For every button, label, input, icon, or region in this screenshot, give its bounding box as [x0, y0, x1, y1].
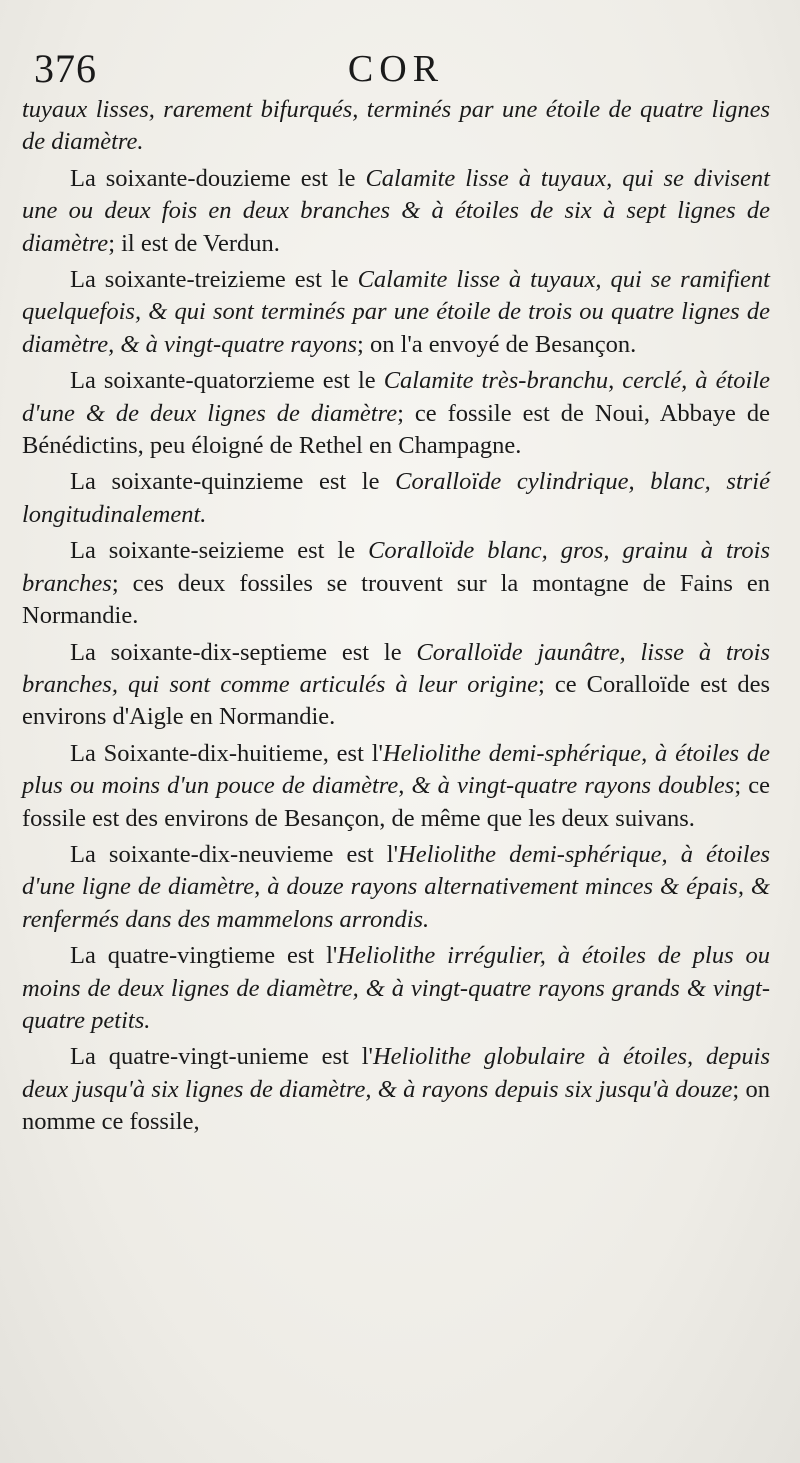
- paragraph: [22, 1041, 770, 1138]
- text-segment: ; on l'a envoyé de Besançon.: [357, 330, 637, 358]
- paragraph: [22, 264, 770, 361]
- text-segment: ; ce fossile est de Noui, Abbaye de Bénédictins, peu éloigné de Rethel en Champagne.: [22, 399, 771, 460]
- text-segment: ; ces deux fossiles se trouvent sur la montagne de Fains en Normandie.: [22, 569, 770, 630]
- text-segment: La soixante-quinzieme est le: [70, 468, 396, 496]
- text-segment: La soixante-dix-neuvieme est l': [70, 840, 399, 868]
- paragraph: [22, 940, 770, 1037]
- paragraph: [22, 839, 770, 936]
- italic-text-segment: Heliolithe irrégulier, à étoiles de plus ou moins de deux lignes de diamètre, & à vingt-quatre rayons grands & vingt-quatre petits.: [22, 942, 770, 1034]
- text-segment: La quatre-vingt-unieme est l': [70, 1043, 373, 1071]
- paragraph: [22, 163, 770, 260]
- italic-text-segment: Coralloïde jaunâtre, lisse à trois branches, qui sont comme articulés à leur origine: [22, 638, 770, 698]
- paragraph: [22, 738, 770, 835]
- italic-text-segment: Heliolithe demi-sphérique, à étoiles d'une ligne de diamètre, à douze rayons alternativement minces & épais, & renfermés dans des mammelons arrondis.: [22, 840, 770, 933]
- body-text: [22, 94, 770, 1139]
- italic-text-segment: Calamite lisse à tuyaux, qui se divisent une ou deux fois en deux branches & à étoiles de six à sept lignes de diamètre: [22, 164, 770, 257]
- paragraph: [22, 535, 770, 632]
- text-segment: ; on nomme ce fossile,: [22, 1075, 771, 1136]
- italic-text-segment: Heliolithe globulaire à étoiles, depuis deux jusqu'à six lignes de diamètre, & à rayons depuis six jusqu'à douze: [22, 1043, 770, 1103]
- page-number: 376: [34, 46, 97, 91]
- italic-text-segment: Heliolithe demi-sphérique, à étoiles de plus ou moins d'un pouce de diamètre, & à vingt-quatre rayons doubles: [22, 739, 770, 800]
- paragraph: [22, 365, 770, 462]
- text-segment: La soixante-seizieme est le: [70, 537, 369, 565]
- italic-text-segment: Calamite lisse à tuyaux, qui se ramifient quelquefois, & qui sont terminés par une étoile de trois ou quatre lignes de diamètre, & à vingt-quatre rayons: [22, 266, 770, 358]
- running-head: COR: [347, 48, 445, 90]
- text-segment: ; il est de Verdun.: [108, 229, 280, 257]
- paragraph: [22, 637, 770, 734]
- text-segment: La soixante-dix-septieme est le: [70, 638, 417, 666]
- text-segment: La soixante-douzieme est le: [70, 164, 366, 192]
- text-segment: ; ce Coralloïde est des environs d'Aigle en Normandie.: [22, 670, 770, 731]
- text-segment: La Soixante-dix-huitieme, est l': [70, 739, 383, 767]
- paragraph: [22, 94, 770, 159]
- italic-text-segment: Coralloïde cylindrique, blanc, strié longitudinalement.: [22, 468, 770, 528]
- italic-text-segment: Coralloïde blanc, gros, grainu à trois branches: [22, 537, 770, 597]
- text-segment: La quatre-vingtieme est l': [70, 942, 338, 970]
- italic-text-segment: Calamite très-branchu, cerclé, à étoile d'une & de deux lignes de diamètre: [22, 367, 770, 427]
- paragraph: [22, 466, 770, 531]
- italic-text-segment: tuyaux lisses, rarement bifurqués, terminés par une étoile de quatre lignes de diamètre.: [22, 96, 770, 156]
- text-segment: La soixante-quatorzieme est le: [70, 367, 384, 395]
- page-header: [22, 46, 770, 92]
- text-segment: ; ce fossile est des environs de Besançon, de même que les deux suivans.: [22, 772, 771, 832]
- text-segment: La soixante-treizieme est le: [70, 266, 358, 294]
